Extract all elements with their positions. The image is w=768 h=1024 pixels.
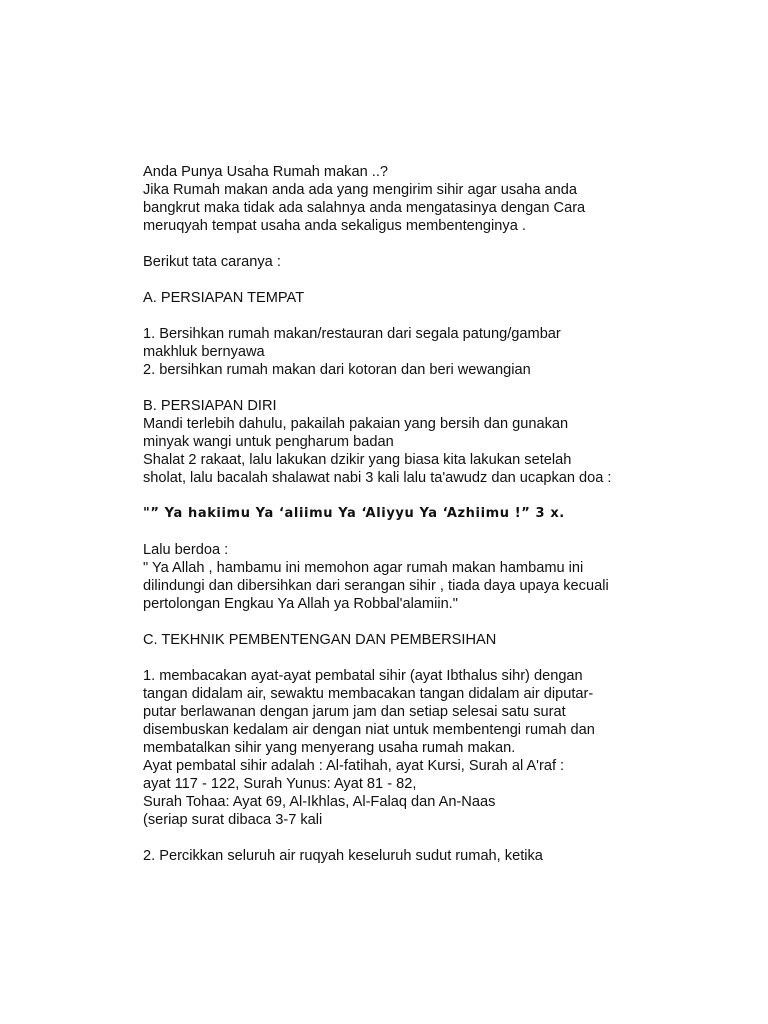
section-a-line: makhluk bernyawa — [143, 344, 265, 360]
spacer — [143, 235, 643, 253]
section-c-line: Surah Tohaa: Ayat 69, Al-Ikhlas, Al-Falaq dan An-Naas — [143, 794, 496, 810]
spacer — [143, 829, 643, 847]
lead-text: Berikut tata caranya : — [143, 254, 281, 270]
section-b-line: Mandi terlebih dahulu, pakailah pakaian yang bersih dan gunakan — [143, 416, 569, 432]
section-a-line: 1. Bersihkan rumah makan/restauran dari segala patung/gambar — [143, 326, 561, 342]
spacer — [143, 307, 643, 325]
section-b-heading: B. PERSIAPAN DIRI — [143, 398, 277, 414]
section-c-heading: C. TEKHNIK PEMBENTENGAN DAN PEMBERSIHAN — [143, 632, 497, 648]
spacer — [143, 379, 643, 397]
section-a-line: 2. bersihkan rumah makan dari kotoran dan beri wewangian — [143, 362, 531, 378]
lalu-berdoa-label: Lalu berdoa : — [143, 542, 229, 558]
section-c-line: Ayat pembatal sihir adalah : Al-fatihah, ayat Kursi, Surah al A'raf : — [143, 758, 565, 774]
intro-question: Anda Punya Usaha Rumah makan ..? — [143, 164, 388, 180]
section-c-line: (seriap surat dibaca 3-7 kali — [143, 812, 323, 828]
spacer — [143, 271, 643, 289]
prayer-line: " Ya Allah , hambamu ini memohon agar rumah makan hambamu ini — [143, 560, 584, 576]
intro-line: bangkrut maka tidak ada salahnya anda mengatasinya dengan Cara — [143, 200, 586, 216]
section-c-line: putar berlawanan dengan jarum jam dan setiap selesai satu surat — [143, 704, 566, 720]
section-c-item2: 2. Percikkan seluruh air ruqyah keseluruh sudut rumah, ketika — [143, 848, 543, 864]
section-b-line: sholat, lalu bacalah shalawat nabi 3 kali lalu ta'awudz dan ucapkan doa : — [143, 470, 612, 486]
intro-line: Jika Rumah makan anda ada yang mengirim sihir agar usaha anda — [143, 182, 578, 198]
doa-text: "” Ya hakiimu Ya ‘aliimu Ya ‘Aliyyu Ya ‘Azhiimu !” 3 x. — [143, 506, 565, 521]
intro-line: meruqyah tempat usaha anda sekaligus membentenginya . — [143, 218, 526, 234]
section-c-line: tangan didalam air, sewaktu membacakan tangan didalam air diputar- — [143, 686, 594, 702]
section-c-line: membatalkan sihir yang menyerang usaha rumah makan. — [143, 740, 516, 756]
spacer — [143, 523, 643, 541]
section-a-heading: A. PERSIAPAN TEMPAT — [143, 290, 305, 306]
spacer — [143, 613, 643, 631]
spacer — [143, 649, 643, 667]
section-c-line: ayat 117 - 122, Surah Yunus: Ayat 81 - 82, — [143, 776, 417, 792]
section-c-line: disembuskan kedalam air dengan niat untuk membentengi rumah dan — [143, 722, 595, 738]
prayer-line: pertolongan Engkau Ya Allah ya Robbal'alamiin." — [143, 596, 458, 612]
document-body — [143, 163, 643, 865]
section-c-line: 1. membacakan ayat-ayat pembatal sihir (ayat Ibthalus sihr) dengan — [143, 668, 583, 684]
spacer — [143, 487, 643, 505]
prayer-line: dilindungi dan dibersihkan dari serangan sihir , tiada daya upaya kecuali — [143, 578, 609, 594]
section-b-line: Shalat 2 rakaat, lalu lakukan dzikir yang biasa kita lakukan setelah — [143, 452, 572, 468]
section-b-line: minyak wangi untuk pengharum badan — [143, 434, 394, 450]
